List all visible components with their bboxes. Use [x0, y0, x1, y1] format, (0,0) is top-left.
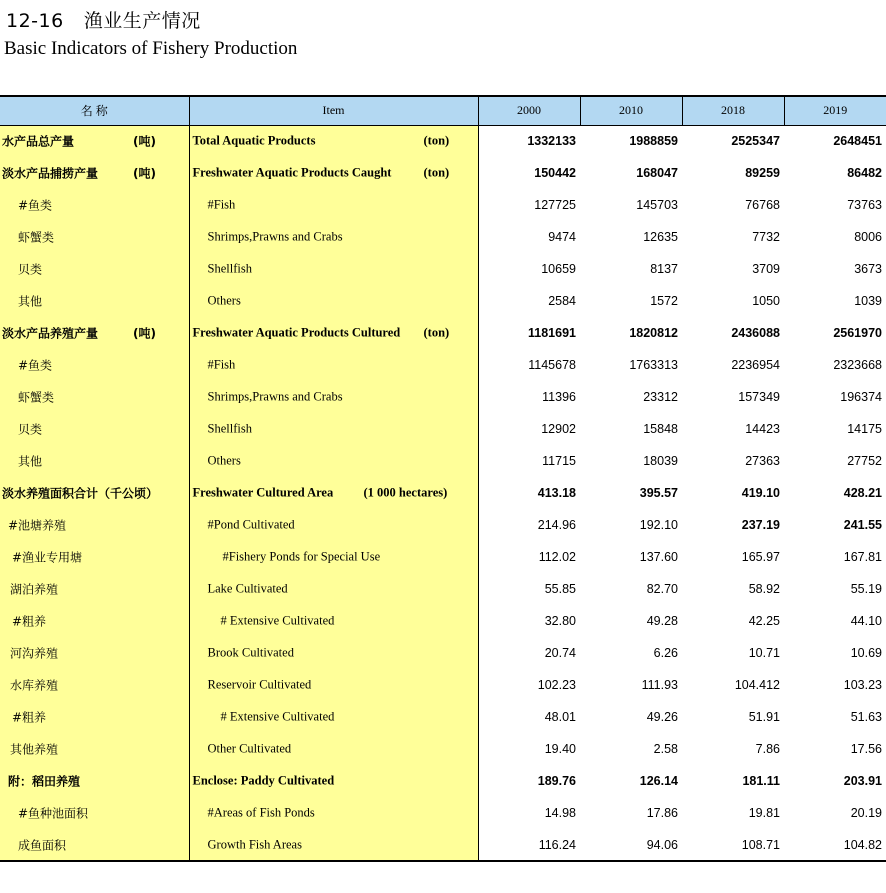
item-unit-cn: (吨): [133, 166, 156, 181]
item-unit-cn: (吨): [133, 134, 156, 149]
item-cn: 其他养殖: [10, 742, 59, 757]
value-cell: 14175: [847, 422, 882, 436]
table-row: [0, 157, 886, 189]
value-cell: 413.18: [537, 486, 576, 500]
value-cell: 127725: [534, 198, 576, 212]
value-cell: 73763: [847, 198, 882, 212]
item-en-cell: [189, 317, 478, 349]
item-en-cell: [189, 157, 478, 189]
table-title-en: Basic Indicators of Fishery Production: [4, 38, 298, 59]
value-cell: 17.86: [646, 806, 678, 820]
item-en: Shrimps,Prawns and Crabs: [207, 389, 343, 404]
value-cell: 145703: [636, 198, 678, 212]
item-cn: 其他: [18, 454, 43, 469]
item-en: #Fish: [207, 197, 236, 212]
item-cn-cell: [0, 477, 189, 509]
value-cell: 1332133: [527, 134, 576, 149]
value-cell: 196374: [840, 390, 882, 404]
item-en: #Fish: [207, 357, 236, 372]
item-cn-cell: [0, 541, 189, 573]
table-number: 12-16: [6, 10, 64, 32]
value-cell: 11715: [542, 454, 576, 468]
value-cell: 44.10: [850, 614, 882, 628]
value-cell: 10.71: [748, 646, 780, 660]
value-cell: 1181691: [528, 326, 576, 340]
value-cell: 86482: [847, 166, 882, 180]
value-cell: 7732: [752, 230, 780, 244]
item-en: Freshwater Cultured Area: [192, 485, 334, 500]
value-cell: 3709: [752, 262, 780, 276]
item-cn-cell: [0, 157, 189, 189]
value-cell: 192.10: [639, 518, 678, 532]
table-row: [0, 509, 886, 541]
item-en-cell: [189, 509, 478, 541]
item-en-cell: [189, 189, 478, 221]
value-cell: 51.91: [748, 710, 780, 724]
value-cell: 32.80: [544, 614, 576, 628]
value-cell: 157349: [738, 390, 780, 404]
item-en-cell: [189, 573, 478, 605]
value-cell: 1988859: [629, 134, 678, 149]
item-cn-cell: [0, 285, 189, 317]
value-cell: 55.85: [544, 582, 576, 596]
item-cn-cell: [0, 509, 189, 541]
value-cell: 94.06: [580, 829, 682, 861]
value-cell: 8006: [854, 230, 882, 244]
item-cn-cell: [0, 573, 189, 605]
value-cell: 203.91: [843, 774, 882, 788]
item-en-cell: [189, 285, 478, 317]
table-body: [0, 125, 886, 861]
item-en: Shellfish: [207, 421, 252, 436]
value-cell: 17.56: [850, 742, 882, 756]
value-cell: 8137: [650, 262, 678, 276]
item-en: # Extensive Cultivated: [220, 613, 335, 628]
item-en-cell: [189, 125, 478, 157]
value-cell: 168047: [636, 166, 678, 180]
value-cell: 137.60: [639, 550, 678, 564]
item-cn-cell: [0, 317, 189, 349]
item-cn-cell: [0, 701, 189, 733]
item-cn: #池塘养殖: [8, 518, 67, 533]
value-cell: 7.86: [755, 742, 780, 756]
table-row: [0, 605, 886, 637]
value-cell: 11396: [542, 390, 576, 404]
value-cell: 20.74: [544, 646, 576, 660]
value-cell: 10.69: [850, 646, 882, 660]
item-cn: #鱼种池面积: [18, 806, 89, 821]
item-cn: 贝类: [18, 422, 43, 437]
value-cell: 18039: [643, 454, 678, 468]
item-unit: (ton): [423, 133, 450, 148]
item-en: Freshwater Aquatic Products Cultured: [192, 325, 401, 340]
item-unit: (1 000 hectares): [363, 485, 448, 500]
value-cell: 6.26: [653, 646, 678, 660]
table-row: [0, 445, 886, 477]
item-cn-cell: [0, 797, 189, 829]
value-cell: 103.23: [843, 678, 882, 692]
item-en: Lake Cultivated: [207, 581, 288, 596]
value-cell: 51.63: [850, 710, 882, 724]
table-title-cn-text: 渔业生产情况: [83, 10, 201, 32]
item-cn-cell: [0, 605, 189, 637]
item-en-cell: [189, 541, 478, 573]
table-row: [0, 669, 886, 701]
item-cn: 其他: [18, 294, 43, 309]
table-row: [0, 381, 886, 413]
value-cell: 19.40: [544, 742, 576, 756]
item-en: Shrimps,Prawns and Crabs: [207, 229, 343, 244]
item-en: Shellfish: [207, 261, 252, 276]
value-cell: 108.71: [682, 829, 784, 861]
table-row: [0, 125, 886, 157]
table-row: [0, 797, 886, 829]
item-unit-cn: (吨): [133, 326, 156, 341]
value-cell: 104.412: [734, 678, 780, 692]
item-en-cell: [189, 797, 478, 829]
item-cn-cell: [0, 253, 189, 285]
table-row: [0, 765, 886, 797]
value-cell: 1145678: [528, 358, 576, 372]
value-cell: 23312: [643, 390, 678, 404]
value-cell: 20.19: [850, 806, 882, 820]
value-cell: 55.19: [850, 582, 882, 596]
table-row: [0, 221, 886, 253]
value-cell: 1763313: [629, 358, 678, 372]
fishery-table: [0, 95, 886, 862]
table-row: [0, 253, 886, 285]
value-cell: 428.21: [843, 486, 882, 500]
item-unit: (ton): [423, 165, 450, 180]
header-year: 2010: [580, 96, 682, 125]
item-cn: 成鱼面积: [18, 838, 67, 852]
item-en: #Pond Cultivated: [207, 517, 295, 532]
value-cell: 2.58: [653, 742, 678, 756]
value-cell: 189.76: [537, 774, 576, 788]
value-cell: 3673: [854, 262, 882, 276]
header-year: 2000: [478, 96, 580, 125]
value-cell: 2584: [548, 294, 576, 308]
item-en: Others: [207, 453, 241, 468]
item-cn-cell: [0, 445, 189, 477]
header-cn: 名 称: [0, 96, 189, 125]
item-en: Freshwater Aquatic Products Caught: [192, 165, 392, 180]
item-en-cell: [189, 445, 478, 477]
item-cn: 淡水产品捕捞产量: [2, 166, 99, 181]
value-cell: 58.92: [748, 582, 780, 596]
value-cell: 2648451: [833, 134, 882, 149]
item-cn: 贝类: [18, 262, 43, 277]
value-cell: 49.26: [646, 710, 678, 724]
item-cn-cell: [0, 221, 189, 253]
item-en-cell: [189, 637, 478, 669]
item-cn: #鱼类: [18, 198, 53, 213]
table-row: [0, 317, 886, 349]
item-en: Other Cultivated: [207, 741, 292, 756]
value-cell: 181.11: [742, 774, 780, 788]
value-cell: 2436088: [731, 326, 780, 340]
item-cn-cell: [0, 765, 189, 797]
value-cell: 2525347: [731, 134, 780, 149]
value-cell: 14.98: [544, 806, 576, 820]
value-cell: 111.93: [641, 678, 678, 692]
item-en-cell: [189, 669, 478, 701]
item-en-cell: [189, 733, 478, 765]
item-en: Reservoir Cultivated: [207, 677, 312, 692]
value-cell: 102.23: [537, 678, 576, 692]
value-cell: 15848: [643, 422, 678, 436]
value-cell: 1572: [650, 294, 678, 308]
table-row: [0, 413, 886, 445]
value-cell: 12635: [643, 230, 678, 244]
value-cell: 2323668: [833, 358, 882, 372]
item-en-cell: [189, 413, 478, 445]
item-cn-cell: [0, 669, 189, 701]
item-en: Growth Fish Areas: [207, 837, 302, 851]
item-cn: 淡水产品养殖产量: [2, 326, 99, 341]
item-en: #Areas of Fish Ponds: [207, 805, 315, 820]
value-cell: 49.28: [646, 614, 678, 628]
value-cell: 150442: [534, 166, 576, 180]
value-cell: 76768: [745, 198, 780, 212]
item-en: Brook Cultivated: [207, 645, 294, 660]
header-item: Item: [189, 96, 478, 125]
value-cell: 165.97: [741, 550, 780, 564]
value-cell: 116.24: [478, 829, 580, 861]
item-cn: #粗养: [12, 614, 47, 629]
item-cn-cell: [0, 189, 189, 221]
item-en: #Fishery Ponds for Special Use: [222, 549, 381, 564]
item-cn-cell: [0, 349, 189, 381]
value-cell: 1039: [854, 294, 882, 308]
value-cell: 48.01: [544, 710, 576, 724]
item-en-cell: [189, 477, 478, 509]
table-title-cn: [6, 6, 201, 33]
item-en-cell: [189, 349, 478, 381]
item-unit: (ton): [423, 325, 450, 340]
value-cell: 419.10: [741, 486, 780, 500]
value-cell: 42.25: [748, 614, 780, 628]
table-row: [0, 285, 886, 317]
value-cell: 1820812: [629, 326, 678, 340]
header-row: [0, 96, 886, 125]
item-cn: 水库养殖: [10, 678, 59, 693]
table-row: [0, 349, 886, 381]
value-cell: 27752: [847, 454, 882, 468]
item-cn: 附：稻田养殖: [8, 774, 81, 789]
item-en-cell: [189, 381, 478, 413]
value-cell: 126.14: [639, 774, 678, 788]
item-en: Enclose: Paddy Cultivated: [192, 773, 335, 788]
item-cn-cell: [0, 637, 189, 669]
table-row: [0, 541, 886, 573]
item-cn: #渔业专用塘: [12, 550, 83, 565]
item-en: Total Aquatic Products: [192, 133, 316, 148]
table-row: [0, 637, 886, 669]
value-cell: 9474: [548, 230, 576, 244]
value-cell: 12902: [541, 422, 576, 436]
value-cell: 82.70: [646, 582, 678, 596]
value-cell: 27363: [745, 454, 780, 468]
value-cell: 167.81: [843, 550, 882, 564]
item-cn-cell: [0, 381, 189, 413]
table-row: [0, 829, 886, 861]
value-cell: 14423: [745, 422, 780, 436]
item-cn-cell: [0, 125, 189, 157]
value-cell: 2236954: [731, 358, 780, 372]
item-cn: 湖泊养殖: [10, 582, 59, 597]
table-row: [0, 701, 886, 733]
item-cn: 河沟养殖: [10, 646, 59, 661]
item-cn: #鱼类: [18, 358, 53, 373]
value-cell: 19.81: [748, 806, 780, 820]
item-en: # Extensive Cultivated: [220, 709, 335, 724]
value-cell: 104.82: [784, 829, 886, 861]
item-cn-cell: [0, 829, 189, 861]
header-year: 2018: [682, 96, 784, 125]
item-cn: 虾蟹类: [18, 230, 55, 245]
value-cell: 395.57: [639, 486, 678, 500]
value-cell: 241.55: [843, 518, 882, 532]
item-en-cell: [189, 253, 478, 285]
value-cell: 237.19: [741, 518, 780, 532]
item-cn: 虾蟹类: [18, 390, 55, 405]
item-cn: #粗养: [12, 710, 47, 725]
item-en-cell: [189, 829, 478, 861]
item-cn: 水产品总产量: [2, 134, 75, 149]
table-row: [0, 189, 886, 221]
value-cell: 112.02: [538, 550, 576, 564]
value-cell: 214.96: [537, 518, 576, 532]
item-en-cell: [189, 221, 478, 253]
table-row: [0, 733, 886, 765]
item-cn: 淡水养殖面积合计（千公顷）: [2, 486, 159, 501]
item-cn-cell: [0, 733, 189, 765]
table-row: [0, 573, 886, 605]
value-cell: 2561970: [833, 326, 882, 340]
item-en: Others: [207, 293, 241, 308]
item-en-cell: [189, 765, 478, 797]
item-en-cell: [189, 605, 478, 637]
item-cn-cell: [0, 413, 189, 445]
item-en-cell: [189, 701, 478, 733]
value-cell: 10659: [541, 262, 576, 276]
value-cell: 1050: [752, 294, 780, 308]
table-row: [0, 477, 886, 509]
value-cell: 89259: [745, 166, 780, 180]
header-year: 2019: [784, 96, 886, 125]
